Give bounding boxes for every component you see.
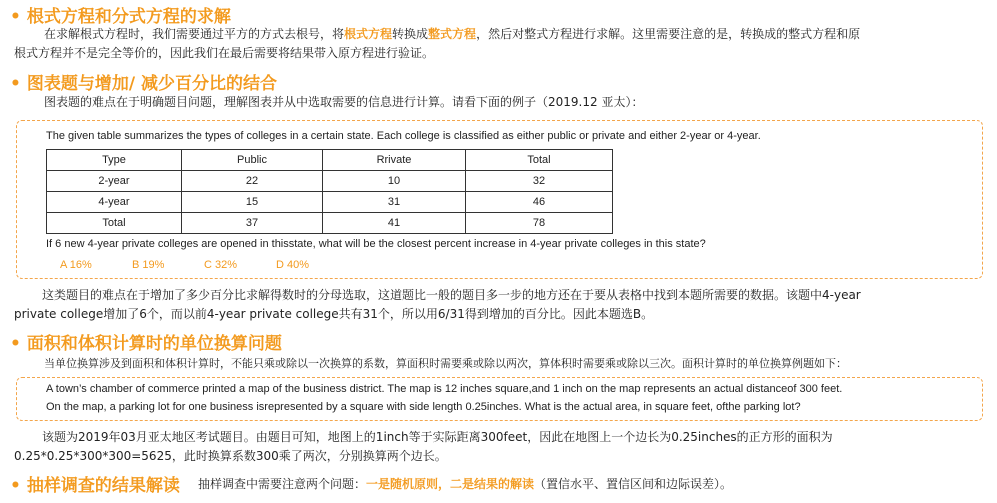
section-heading-2 bbox=[10, 69, 277, 94]
option-a: A 16% bbox=[60, 259, 92, 271]
paragraph-line bbox=[198, 475, 732, 494]
bullet-icon: • bbox=[10, 476, 21, 496]
data-table bbox=[46, 149, 613, 234]
table-cell: 15 bbox=[182, 192, 323, 213]
paragraph-line: private college增加了6个，而以前4-year private college共有31个，所以用6/31得到增加的百分比。因此本题选B。 bbox=[14, 307, 654, 321]
highlight-text: 一是随机原则，二是结果的解读 bbox=[366, 477, 535, 491]
section-heading-3 bbox=[10, 329, 282, 354]
table-row bbox=[47, 192, 613, 213]
example-text: The given table summarizes the types of colleges in a certain state. Each college is classified as either public or private and either 2-year or 4-year. bbox=[46, 130, 761, 142]
paragraph-line: 当单位换算涉及到面积和体积计算时，不能只乘或除以一次换算的系数，算面积时需要乘或除以两次，算体积时需要乘或除以三次。面积计算时的单位换算例题如下： bbox=[44, 357, 847, 370]
text: 转换成 bbox=[392, 27, 429, 41]
bullet-icon: • bbox=[10, 74, 21, 94]
table-cell: 31 bbox=[323, 192, 466, 213]
table-row bbox=[47, 213, 613, 234]
example-text: A town’s chamber of commerce printed a map of the business district. The map is 12 inches square,and 1 inch on the map represents an actual distanceof 300 feet. bbox=[46, 383, 843, 395]
option-d: D 40% bbox=[276, 259, 310, 271]
table-cell: 78 bbox=[466, 213, 613, 234]
option-b: B 19% bbox=[132, 259, 165, 271]
column-header: Rrivate bbox=[323, 150, 466, 171]
table-cell: 2-year bbox=[47, 171, 182, 192]
highlight-text: 整式方程 bbox=[428, 27, 477, 41]
table-header-row bbox=[47, 150, 613, 171]
bullet-icon: • bbox=[10, 334, 21, 354]
table-cell: 41 bbox=[323, 213, 466, 234]
table-cell: 10 bbox=[323, 171, 466, 192]
paragraph-line: 图表题的难点在于明确题目问题，理解图表并从中选取需要的信息进行计算。请看下面的例子（2019.12 亚太）： bbox=[44, 95, 644, 109]
column-header: Total bbox=[466, 150, 613, 171]
column-header: Public bbox=[182, 150, 323, 171]
table-cell: 46 bbox=[466, 192, 613, 213]
section-heading-4 bbox=[10, 471, 180, 496]
table-row bbox=[47, 171, 613, 192]
paragraph-line: 根式方程并不是完全等价的，因此我们在最后需要将结果带入原方程进行验证。 bbox=[14, 46, 435, 60]
column-header: Type bbox=[47, 150, 182, 171]
table-cell: 4-year bbox=[47, 192, 182, 213]
heading-text: 根式方程和分式方程的求解 bbox=[26, 7, 231, 27]
heading-text: 面积和体积计算时的单位换算问题 bbox=[26, 334, 282, 354]
option-c: C 32% bbox=[204, 259, 238, 271]
text: 抽样调查中需要注意两个问题： bbox=[198, 477, 367, 491]
paragraph-line: 该题为2019年03月亚太地区考试题目。由题目可知，地图上的1inch等于实际距离300feet，因此在地图上一个边长为0.25inches的正方形的面积为 bbox=[42, 430, 833, 444]
bullet-icon: • bbox=[10, 7, 21, 27]
paragraph-line bbox=[44, 25, 860, 44]
example-text: On the map, a parking lot for one business isrepresented by a square with side length 0.25inches. What is the actual area, in square feet, ofthe parking lot? bbox=[46, 401, 801, 413]
highlight-text: 根式方程 bbox=[344, 27, 393, 41]
text: （置信水平、置信区间和边际误差）。 bbox=[534, 477, 733, 491]
text: ，然后对整式方程进行求解。这里需要注意的是，转换成的整式方程和原 bbox=[476, 27, 861, 41]
question-text: If 6 new 4-year private colleges are opened in thisstate, what will be the closest percent increase in 4-year private colleges in this state? bbox=[46, 238, 706, 250]
paragraph-line: 这类题目的难点在于增加了多少百分比求解得数时的分母选取，这道题比一般的题目多一步的地方还在于要从表格中找到本题所需要的数据。该题中4-year bbox=[42, 288, 861, 302]
table-cell: 32 bbox=[466, 171, 613, 192]
table-cell: 37 bbox=[182, 213, 323, 234]
heading-text: 图表题与增加/ 减少百分比的结合 bbox=[26, 74, 278, 94]
table-cell: Total bbox=[47, 213, 182, 234]
text: 在求解根式方程时，我们需要通过平方的方式去根号，将 bbox=[44, 27, 345, 41]
paragraph-line: 0.25*0.25*300*300=5625，此时换算系数300乘了两次，分别换算两个边长。 bbox=[14, 449, 447, 463]
heading-text: 抽样调查的结果解读 bbox=[26, 476, 180, 496]
table-cell: 22 bbox=[182, 171, 323, 192]
section-heading-1 bbox=[10, 2, 231, 27]
